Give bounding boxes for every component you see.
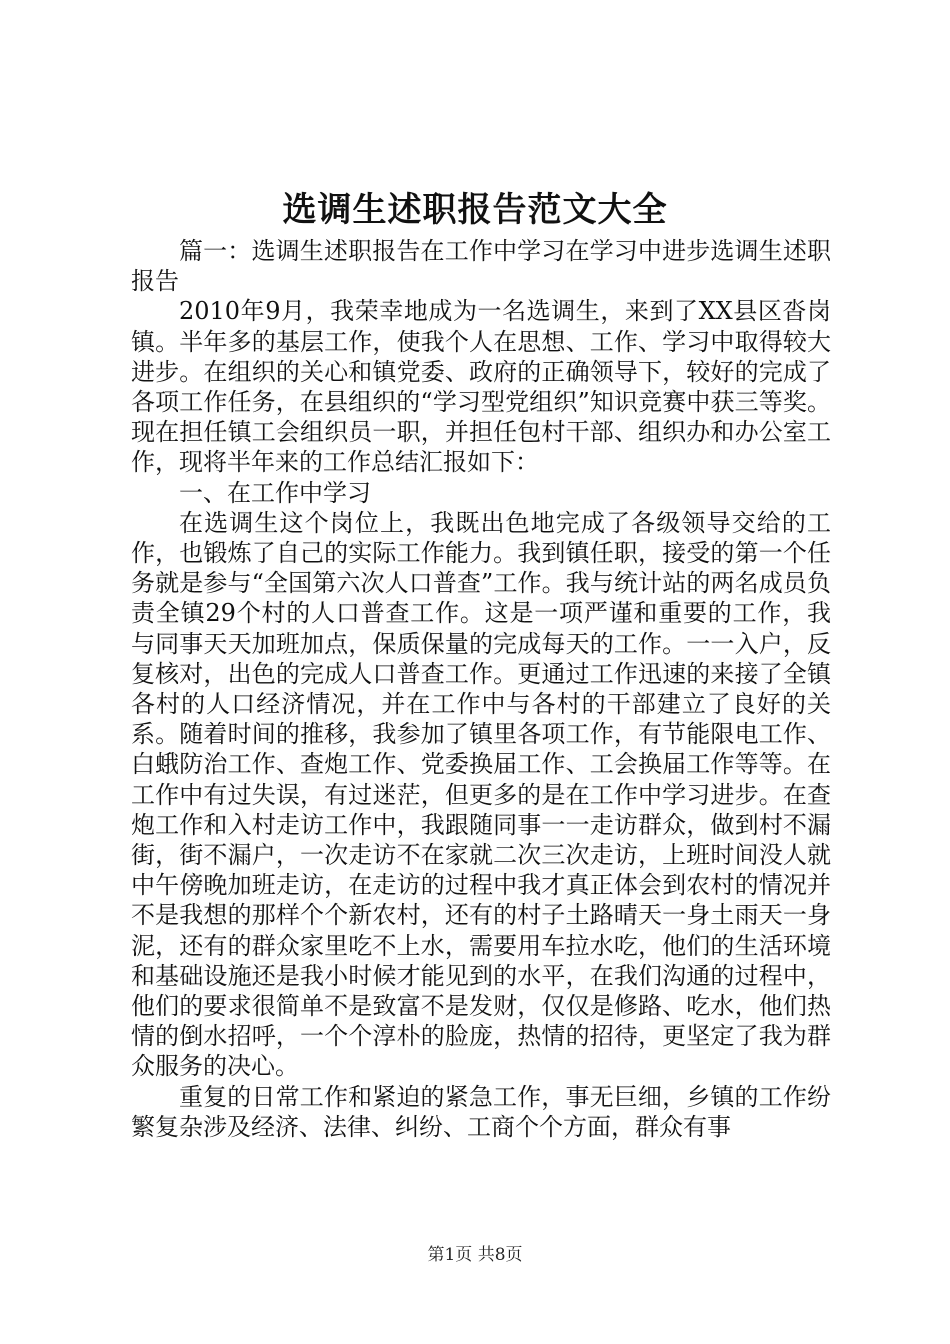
document-body — [131, 236, 831, 1142]
paragraph-work-learning: 在选调生这个岗位上，我既出色地完成了各级领导交给的工作，也锻炼了自己的实际工作能力。我到镇任职，接受的第一个任务就是参与“全国第六次人口普查”工作。我与统计站的两名成员负责全镇29个村的人口普查工作。这是一项严谨和重要的工作，我与同事天天加班加点，保质保量的完成每天的工作。一一入户，反复核对，出色的完成人口普查工作。更通过工作迅速的来接了全镇各村的人口经济情况，并在工作中与各村的干部建立了良好的关系。随着时间的推移，我参加了镇里各项工作，有节能限电工作、白蛾防治工作、查炮工作、党委换届工作、工会换届工作等等。在工作中有过失误，有过迷茫，但更多的是在工作中学习进步。在查炮工作和入村走访工作中，我跟随同事一一走访群众，做到村不漏街，街不漏户，一次走访不在家就二次三次走访，上班时间没人就中午傍晚加班走访，在走访的过程中我才真正体会到农村的情况并不是我想的那样个个新农村，还有的村子土路晴天一身土雨天一身泥，还有的群众家里吃不上水，需要用车拉水吃，他们的生活环境和基础设施还是我小时候才能见到的水平，在我们沟通的过程中，他们的要求很简单不是致富不是发财，仅仅是修路、吃水，他们热情的倒水招呼，一个个淳朴的脸庞，热情的招待，更坚定了我为群众服务的决心。 — [131, 508, 831, 1081]
paragraph-intro: 2010年9月，我荣幸地成为一名选调生，来到了XX县区沓岗镇。半年多的基层工作，使我个人在思想、工作、学习中取得较大进步。在组织的关心和镇党委、政府的正确领导下，较好的完成了各项工作任务，在县组织的“学习型党组织”知识竞赛中获三等奖。现在担任镇工会组织员一职，并担任包村干部、组织办和办公室工作，现将半年来的工作总结汇报如下： — [131, 297, 831, 477]
paragraph-daily-work: 重复的日常工作和紧迫的紧急工作，事无巨细，乡镇的工作纷繁复杂涉及经济、法律、纠纷、工商个个方面，群众有事 — [131, 1082, 831, 1141]
paragraph-subheading: 一、在工作中学习 — [179, 478, 371, 507]
paragraph-section-heading: 篇一：选调生述职报告在工作中学习在学习中进步选调生述职报告 — [131, 237, 831, 296]
document-title: 选调生述职报告范文大全 — [282, 190, 668, 230]
page-number-footer: 第1页 共8页 — [427, 1245, 523, 1265]
